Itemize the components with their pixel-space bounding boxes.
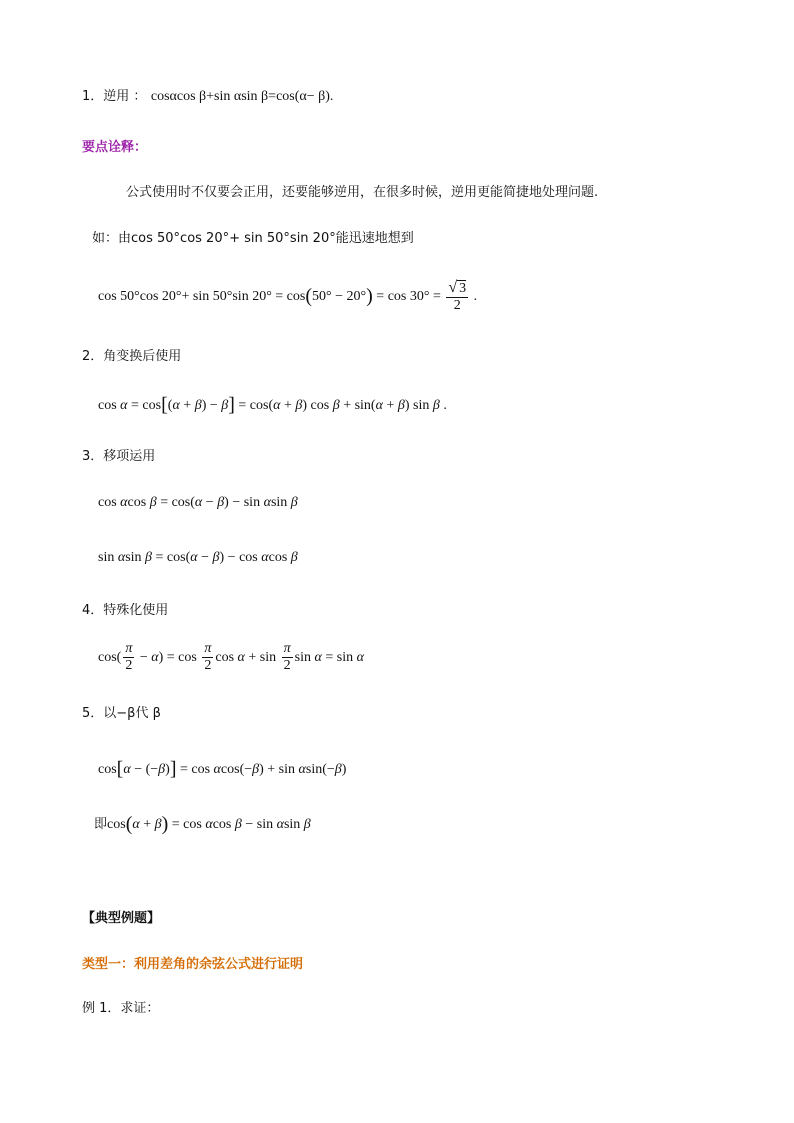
example-1: 例 1．求证： xyxy=(82,1001,160,1016)
item-1 xyxy=(82,86,333,107)
item-1-formula: cosαcos β+sin αsin β=cos(α− β). xyxy=(150,89,334,104)
item-4-formula: cos( $\frac{\pi}{2}$ − α) = cos $\frac{\pi}{2}$ cos α + sin $\frac{\pi}{2}$ sin α = sin α xyxy=(98,641,364,674)
item-4: 4．特殊化使用 xyxy=(82,603,169,618)
item-1-label: 1．逆用 ： xyxy=(82,89,147,104)
example-formula: cos 50°cos 20°+ sin 50°sin 20° = cos(50° − 20°) = cos 30° = $\frac{√ 3}{2}$ . xyxy=(98,278,478,313)
sqrt3-over-2: $\frac{√ 3}{2}$ xyxy=(448,278,467,313)
typical-examples-heading: 【典型例题】 xyxy=(82,911,161,926)
item-3-formula-a: cos αcos β = cos(α − β) − sin αsin β xyxy=(98,495,298,510)
example-intro: 如：由cos 50°cos 20°+ sin 50°sin 20°能迅速地想到 xyxy=(92,231,414,246)
item-5: 5．以−β代 β xyxy=(82,706,161,721)
item-2: 2．角变换后使用 xyxy=(82,349,182,364)
note-text: 公式使用时不仅要会正用，还要能够逆用，在很多时候，逆用更能简捷地处理问题. xyxy=(126,185,599,200)
type-one-heading: 类型一：利用差角的余弦公式进行证明 xyxy=(82,957,304,972)
item-3: 3．移项运用 xyxy=(82,449,156,464)
item-5-formula: cos[α − (−β)] = cos αcos(−β) + sin αsin(−β) xyxy=(98,758,347,780)
item-5-result: 即cos(α + β) = cos αcos β − sin αsin β xyxy=(94,813,311,835)
item-2-formula: cos α = cos[(α + β) − β] = cos(α + β) cos β + sin(α + β) sin β . xyxy=(98,394,447,416)
note-heading: 要点诠释： xyxy=(82,140,148,155)
item-3-formula-b: sin αsin β = cos(α − β) − cos αcos β xyxy=(98,550,298,565)
